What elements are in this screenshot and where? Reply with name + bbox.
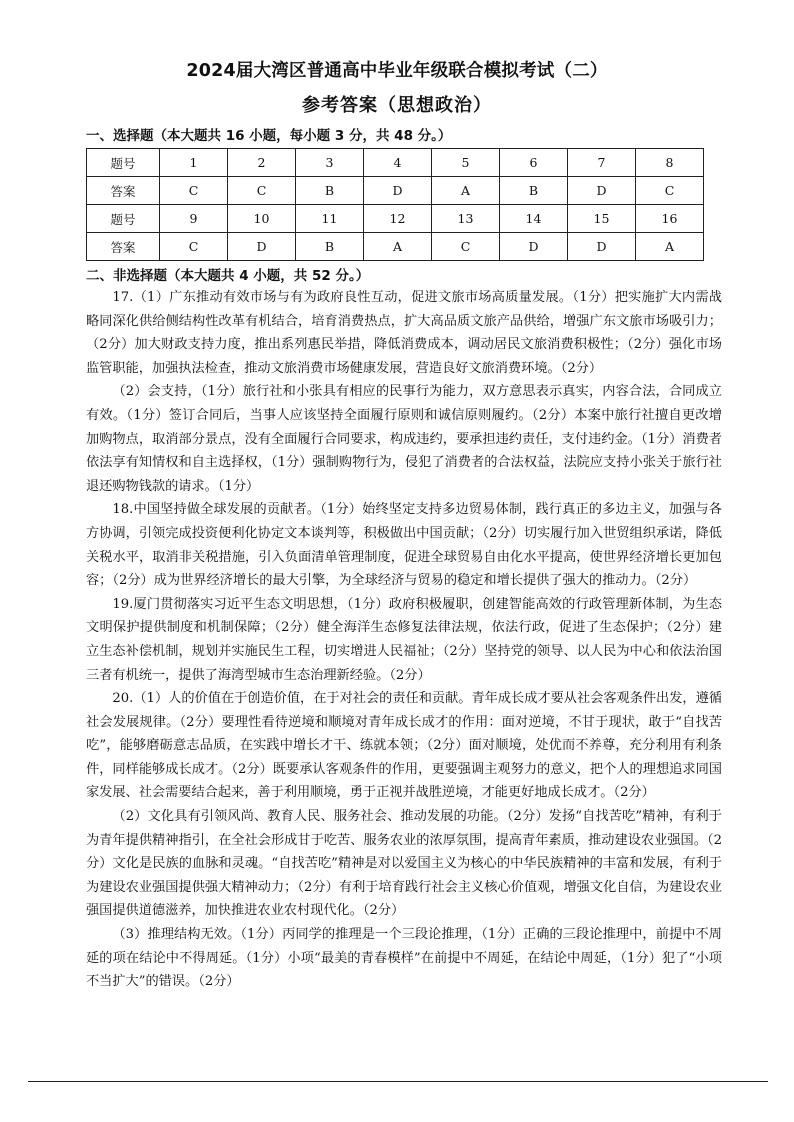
table-cell: C [636,177,704,205]
answer-paragraph: 19.厦门贯彻落实习近平生态文明思想，（1分）政府积极履职，创建智能高效的行政管理新体制，为生态文明保护提供制度和机制保障；（2分）健全海洋生态修复法律法规，依法行政，促进了生态保护；（2分）建立生态补偿机制，规划并实施民生工程，切实增进人民福祉；（2分）坚持党的领导、以人民为中心和依法治国三者有机统一，提供了海湾型城市生态治理新经验。（2分） [86,596,722,683]
table-cell: B [296,233,364,261]
section1-heading: 一、选择题（本大题共 16 小题，每小题 3 分，共 48 分。） [86,128,452,144]
table-cell: 1 [160,149,228,177]
section2-heading: 二、非选择题（本大题共 4 小题，共 52 分。） [86,268,370,284]
table-cell: D [500,233,568,261]
table-cell: D [228,233,296,261]
answer-paragraph: （2）会支持，（1分）旅行社和小张具有相应的民事行为能力，双方意思表示真实，内容合法，合同成立有效。（1分）签订合同后，当事人应该坚持全面履行原则和诚信原则履约。（2分）本案中旅行社擅自更改增加购物点，取消部分景点，没有全面履行合同要求，构成违约，要承担违约责任，支付违约金。（1分）消费者依法享有知情权和自主选择权，（1分）强制购物行为，侵犯了消费者的合法权益，法院应支持小张关于旅行社退还购物钱款的请求。（1分） [86,384,722,494]
exam-subtitle: 参考答案（思想政治） [302,95,492,116]
row-label: 答案 [87,233,160,261]
answer-paragraph: 17.（1）广东推动有效市场与有为政府良性互动，促进文旅市场高质量发展。（1分）把实施扩大内需战略同深化供给侧结构性改革有机结合，培育消费热点，扩大高品质文旅产品供给，增强广东文旅市场吸引力；（2分）加大财政支持力度，推出系列惠民举措，降低消费成本，调动居民文旅消费积极性；（2分）强化市场监管职能，加强执法检查，推动文旅消费市场健康发展，营造良好文旅消费环境。（2分） [86,290,722,376]
exam-title: 2024届大湾区普通高中毕业年级联合模拟考试（二） [186,61,608,81]
table-cell: A [364,233,432,261]
table-cell: 6 [500,149,568,177]
answer-paragraph: （2）文化具有引领风尚、教育人民、服务社会、推动发展的功能。（2分）发扬“自找苦吃”精神，有利于为青年提供精神指引，在全社会形成甘于吃苦、服务农业的浓厚氛围，提高青年素质，推动建设农业强国。（2分）文化是民族的血脉和灵魂。“自找苦吃”精神是对以爱国主义为核心的中华民族精神的丰富和发展，有利于为建设农业强国提供强大精神动力；（2分）有利于培育践行社会主义核心价值观，增强文化自信，为建设农业强国提供道德滋养，加快推进农业农村现代化。（2分） [86,809,722,919]
table-cell: C [160,233,228,261]
row-label: 答案 [87,177,160,205]
table-cell: 4 [364,149,432,177]
table-cell: 8 [636,149,704,177]
answer-body [86,286,722,994]
answer-paragraph: 18.中国坚持做全球发展的贡献者。（1分）始终坚定支持多边贸易体制，践行真正的多边主义，加强与各方协调，引领完成投资便利化协定文本谈判等，积极做出中国贡献；（2分）切实履行加入世贸组织承诺，降低关税水平，取消非关税措施，引入负面清单管理制度，促进全球贸易自由化水平提高，使世界经济增长更加包容；（2分）成为世界经济增长的最大引擎，为全球经济与贸易的稳定和增长提供了强大的推动力。（2分） [86,502,722,589]
table-cell: 14 [500,205,568,233]
table-cell: C [228,177,296,205]
table-row [87,149,704,177]
answer-paragraph: （3）推理结构无效。（1分）丙同学的推理是一个三段论推理，（1分）正确的三段论推理中，前提中不周延的项在结论中不得周延。（1分）小项“最美的青春模样”在前提中不周延，在结论中周延，（1分）犯了“小项不当扩大”的错误。（2分） [86,927,722,990]
table-cell: C [160,177,228,205]
table-row [87,177,704,205]
row-label: 题号 [87,149,160,177]
table-row [87,233,704,261]
table-cell: 13 [432,205,500,233]
table-cell: 11 [296,205,364,233]
table-cell: D [568,177,636,205]
table-cell: C [432,233,500,261]
table-cell: 3 [296,149,364,177]
footer-divider [28,1081,768,1082]
table-cell: 12 [364,205,432,233]
table-cell: 15 [568,205,636,233]
table-cell: 10 [228,205,296,233]
row-label: 题号 [87,205,160,233]
table-cell: B [296,177,364,205]
table-cell: 7 [568,149,636,177]
answer-table [86,148,704,261]
table-cell: 9 [160,205,228,233]
table-cell: B [500,177,568,205]
answer-paragraph: 20.（1）人的价值在于创造价值，在于对社会的责任和贡献。青年成长成才要从社会客观条件出发，遵循社会发展规律。（2分）要理性看待逆境和顺境对青年成长成才的作用：面对逆境，不甘于现状，敢于“自找苦吃”，能够磨砺意志品质，在实践中增长才干、练就本领；（2分）面对顺境，处优而不养尊，充分利用有利条件，同样能够成长成才。（2分）既要承认客观条件的作用，更要强调主观努力的意义，把个人的理想追求同国家发展、社会需要结合起来，善于利用顺境，勇于正视并战胜逆境，才能更好地成长成才。（2分） [86,691,722,801]
table-cell: 5 [432,149,500,177]
table-cell: D [364,177,432,205]
table-cell: A [636,233,704,261]
table-row [87,205,704,233]
table-cell: A [432,177,500,205]
table-cell: D [568,233,636,261]
table-cell: 16 [636,205,704,233]
table-cell: 2 [228,149,296,177]
